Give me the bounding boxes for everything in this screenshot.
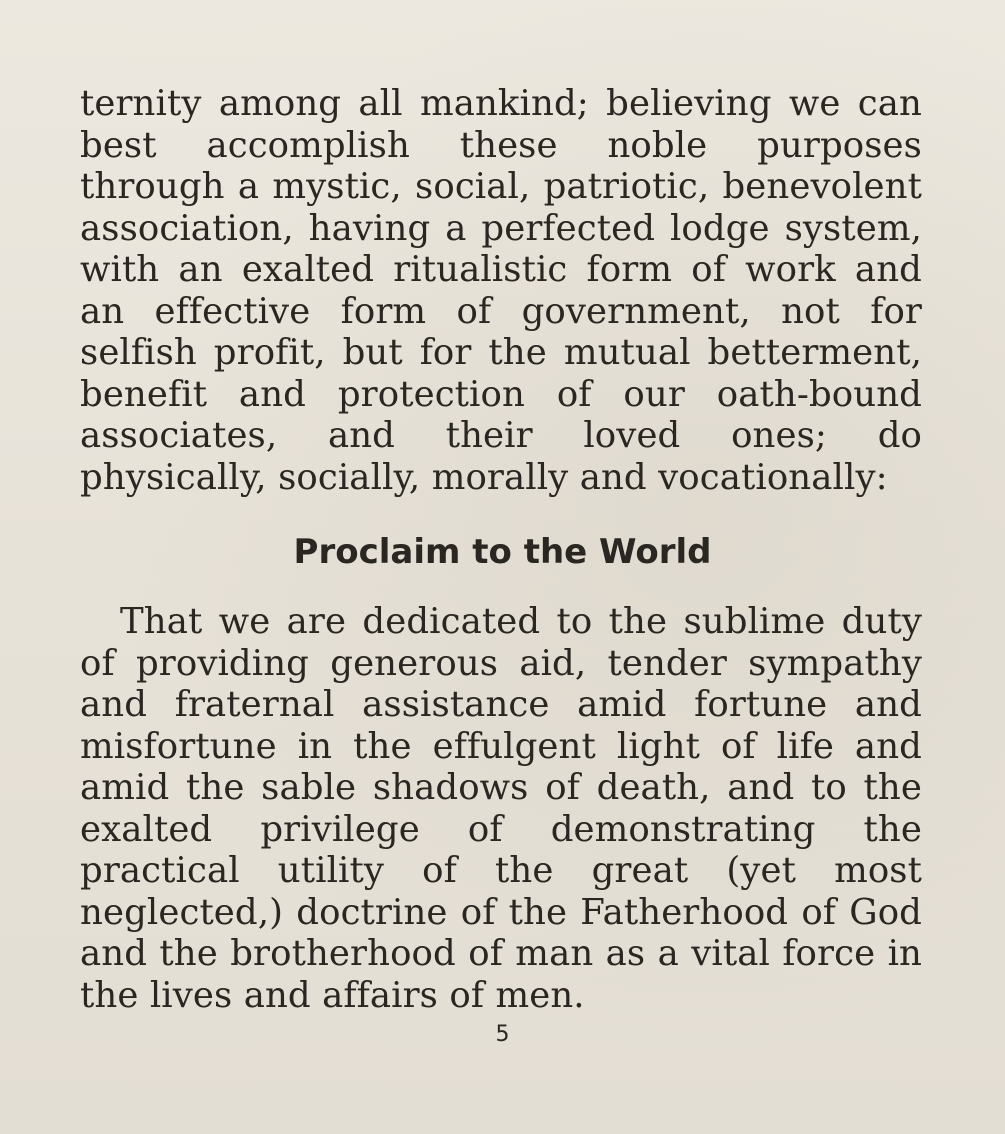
- page-number: 5: [495, 1022, 510, 1047]
- section-heading: Proclaim to the World: [293, 532, 712, 572]
- intro-paragraph: ternity among all mankind; believing we can best accomplish these noble purposes through a mystic, social, patriotic, benevolent association, having a perfected lodge system, with an exalted ritualistic form of work and an effective form of government, not for selfish profit, but for the mutual betterment, benefit and protection of our oath-bound associates, and their loved ones; do physically, socially, morally and vocationally:: [80, 83, 922, 498]
- body-paragraph: That we are dedicated to the sublime duty of providing generous aid, tender sympathy and fraternal assistance amid fortune and misfortune in the effulgent light of life and amid the sable shadows of death, and to the exalted privilege of demonstrating the practical utility of the great (yet most neglected,) doctrine of the Fatherhood of God and the brotherhood of man as a vital force in the lives and affairs of men.: [80, 601, 922, 1016]
